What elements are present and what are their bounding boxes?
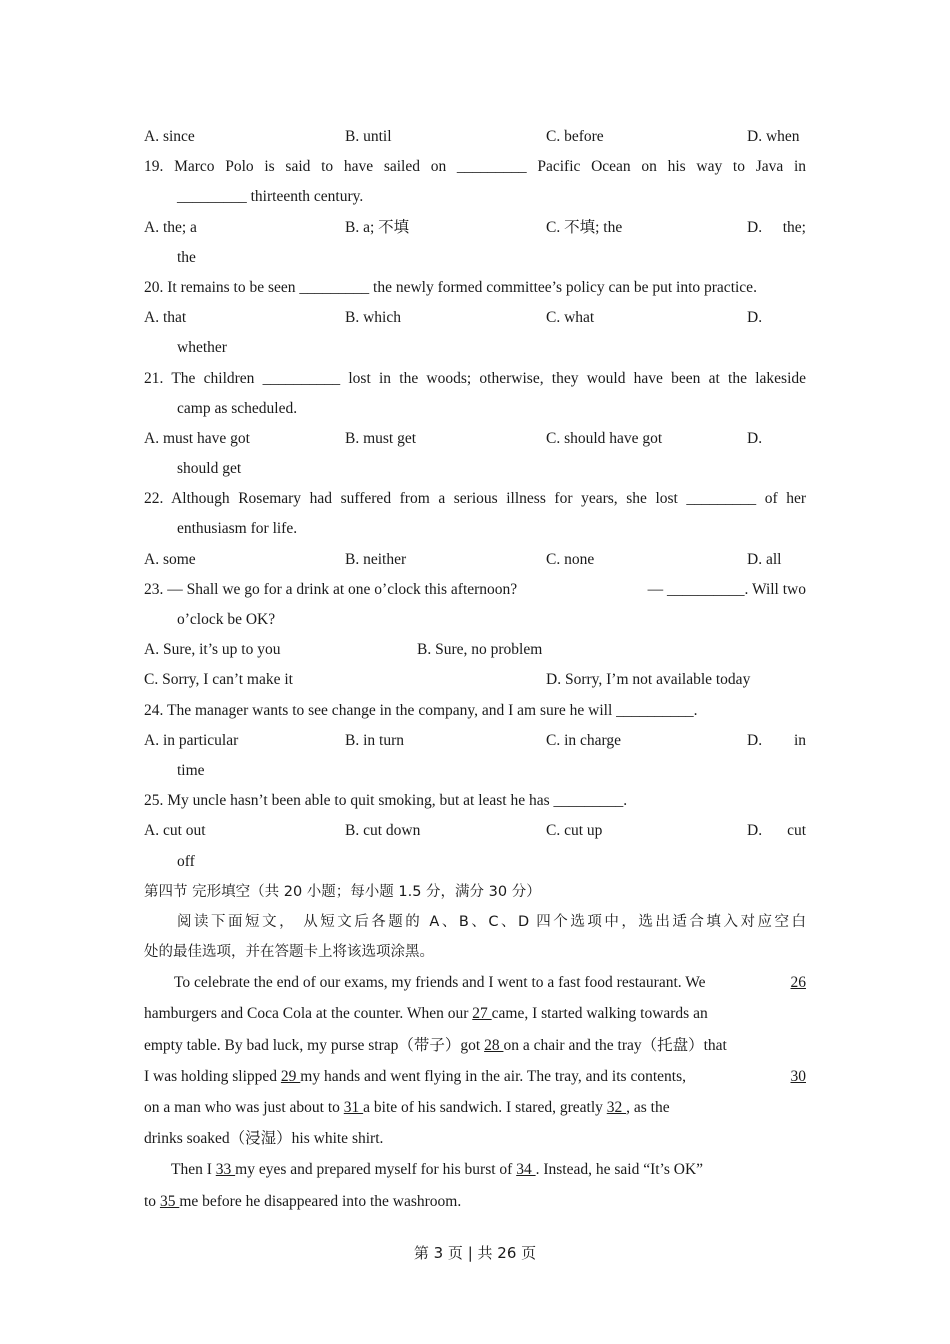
option-d-text: the; bbox=[782, 218, 806, 236]
passage-text: my eyes and prepared myself for his burst of bbox=[235, 1161, 517, 1179]
option-c: C. in charge bbox=[546, 731, 622, 749]
option-d bbox=[747, 726, 806, 756]
passage-text: . Instead, he said “It’s OK” bbox=[535, 1161, 704, 1179]
option-c: C. before bbox=[546, 128, 604, 145]
passage-text: , as the bbox=[626, 1099, 670, 1116]
option-d-letter: D. bbox=[747, 429, 763, 447]
option-c: C. what bbox=[546, 309, 595, 327]
option-c: C. none bbox=[546, 550, 595, 568]
option-a: A. some bbox=[144, 550, 196, 568]
option-d-letter: D. bbox=[747, 731, 763, 749]
section-title: 第四节 完形填空（共 20 小题；每小题 1.5 分，满分 30 分） bbox=[144, 883, 541, 900]
blank-30: 30 bbox=[790, 1067, 806, 1085]
option-b: B. Sure, no problem bbox=[417, 641, 543, 659]
option-b: B. neither bbox=[345, 550, 407, 568]
blank-32: 32 bbox=[606, 1099, 627, 1116]
passage-line bbox=[144, 998, 806, 1029]
option-c: C. should have got bbox=[546, 429, 663, 447]
section-instruction: 阅读下面短文， 从短文后各题的 A、B、C、D 四个选项中，选出适合填入对应空白 bbox=[177, 913, 806, 930]
blank-28: 28 bbox=[484, 1036, 504, 1054]
passage-text: Then I bbox=[171, 1161, 216, 1179]
option-d-cont: whether bbox=[177, 339, 227, 357]
page-footer: 第 3 页 | 共 26 页 bbox=[413, 1244, 537, 1262]
q22-stem: 22. Although Rosemary had suffered from a serious illness for years, she lost _________ of her bbox=[144, 490, 806, 508]
q21-stem: 21. The children __________ lost in the woods; otherwise, they would have been at the lakeside bbox=[144, 369, 806, 387]
option-a: A. that bbox=[144, 309, 187, 327]
passage-line bbox=[144, 1154, 806, 1185]
option-d-letter: D. bbox=[747, 218, 763, 236]
passage-text: me before he disappeared into the washroom. bbox=[179, 1192, 462, 1210]
blank-35: 35 bbox=[159, 1192, 180, 1210]
option-b: B. a; 不填 bbox=[345, 218, 410, 236]
q24-options bbox=[144, 726, 806, 756]
option-a: A. Sure, it’s up to you bbox=[144, 641, 281, 659]
option-d-cont: the bbox=[177, 248, 196, 266]
passage-line bbox=[144, 1061, 806, 1092]
q22-stem-cont: enthusiasm for life. bbox=[177, 520, 298, 538]
passage-text: came, I started walking towards an bbox=[491, 1005, 708, 1023]
option-d-letter: D. bbox=[747, 822, 763, 840]
q24-stem: 24. The manager wants to see change in the company, and I am sure he will __________. bbox=[144, 701, 698, 719]
passage-text: To celebrate the end of our exams, my friends and I went to a fast food restaurant. We bbox=[174, 974, 706, 992]
passage-line bbox=[144, 967, 806, 998]
blank-33: 33 bbox=[215, 1161, 236, 1179]
option-d bbox=[747, 816, 806, 846]
option-d-text: in bbox=[793, 731, 806, 749]
option-d-letter: D. bbox=[747, 309, 763, 327]
q23-reply: — __________. Will two bbox=[647, 580, 806, 598]
blank-34: 34 bbox=[516, 1161, 536, 1179]
passage-line: drinks soaked（浸湿）his white shirt. bbox=[144, 1130, 384, 1148]
option-d bbox=[747, 213, 806, 243]
passage-line bbox=[144, 1186, 806, 1217]
q19-options bbox=[144, 213, 806, 243]
option-a: A. in particular bbox=[144, 731, 239, 749]
option-b: B. in turn bbox=[345, 731, 404, 749]
option-d-text: cut bbox=[787, 822, 806, 840]
option-d: D. Sorry, I’m not available today bbox=[546, 671, 751, 689]
passage-text: my hands and went flying in the air. The tray, and its contents, bbox=[300, 1067, 686, 1085]
blank-27: 27 bbox=[472, 1005, 492, 1023]
q23-options-row2 bbox=[144, 665, 806, 695]
blank-26: 26 bbox=[790, 974, 806, 992]
option-b: B. must get bbox=[345, 429, 417, 447]
passage-text: hamburgers and Coca Cola at the counter. When our bbox=[144, 1005, 473, 1023]
q21-stem-cont: camp as scheduled. bbox=[177, 399, 298, 417]
passage-text: I was holding slipped bbox=[144, 1067, 281, 1085]
passage-line bbox=[144, 1092, 806, 1123]
option-a: A. must have got bbox=[144, 429, 250, 447]
option-b: B. which bbox=[345, 309, 401, 327]
option-c: C. Sorry, I can’t make it bbox=[144, 671, 293, 689]
passage-text: a bite of his sandwich. I stared, greatly bbox=[363, 1099, 607, 1116]
q23-options-row1 bbox=[144, 635, 806, 665]
q25-stem: 25. My uncle hasn’t been able to quit smoking, but at least he has _________. bbox=[144, 792, 628, 810]
q18-options bbox=[144, 122, 806, 152]
option-a: A. the; a bbox=[144, 218, 197, 236]
passage-line bbox=[144, 1030, 806, 1061]
q19-stem: 19. Marco Polo is said to have sailed on _________ Pacific Ocean on his way to Java in bbox=[144, 158, 806, 176]
exam-page bbox=[144, 122, 806, 1217]
q25-options bbox=[144, 816, 806, 846]
option-d-cont: should get bbox=[177, 460, 242, 478]
passage-text: empty table. By bad luck, my purse strap（带子）got bbox=[144, 1036, 485, 1054]
q21-options bbox=[144, 424, 806, 454]
q19-stem-cont: _________ thirteenth century. bbox=[177, 188, 364, 206]
option-a: A. cut out bbox=[144, 822, 206, 840]
option-b: B. until bbox=[345, 128, 392, 145]
option-c: C. 不填; the bbox=[546, 218, 623, 236]
blank-29: 29 bbox=[280, 1067, 301, 1085]
option-d-cont: off bbox=[177, 852, 195, 870]
q23-stem-cont: o’clock be OK? bbox=[177, 611, 276, 628]
option-c: C. cut up bbox=[546, 822, 603, 840]
blank-31: 31 bbox=[343, 1099, 364, 1116]
q23-question: 23. — Shall we go for a drink at one o’clock this afternoon? bbox=[144, 580, 518, 598]
q20-stem: 20. It remains to be seen _________ the newly formed committee’s policy can be put into practice. bbox=[144, 278, 757, 296]
option-b: B. cut down bbox=[345, 822, 421, 840]
option-d: D. when bbox=[747, 128, 800, 145]
option-d-cont: time bbox=[177, 761, 205, 779]
passage-text: on a man who was just about to bbox=[144, 1099, 344, 1116]
option-d: D. all bbox=[747, 550, 782, 568]
q23-stem bbox=[144, 575, 806, 605]
q22-options bbox=[144, 545, 806, 575]
option-a: A. since bbox=[144, 128, 195, 145]
passage-text: on a chair and the tray（托盘）that bbox=[503, 1036, 727, 1054]
q20-options bbox=[144, 303, 806, 333]
section-instruction-cont: 处的最佳选项，并在答题卡上将该选项涂黑。 bbox=[144, 944, 434, 961]
passage-text: to bbox=[144, 1192, 160, 1210]
